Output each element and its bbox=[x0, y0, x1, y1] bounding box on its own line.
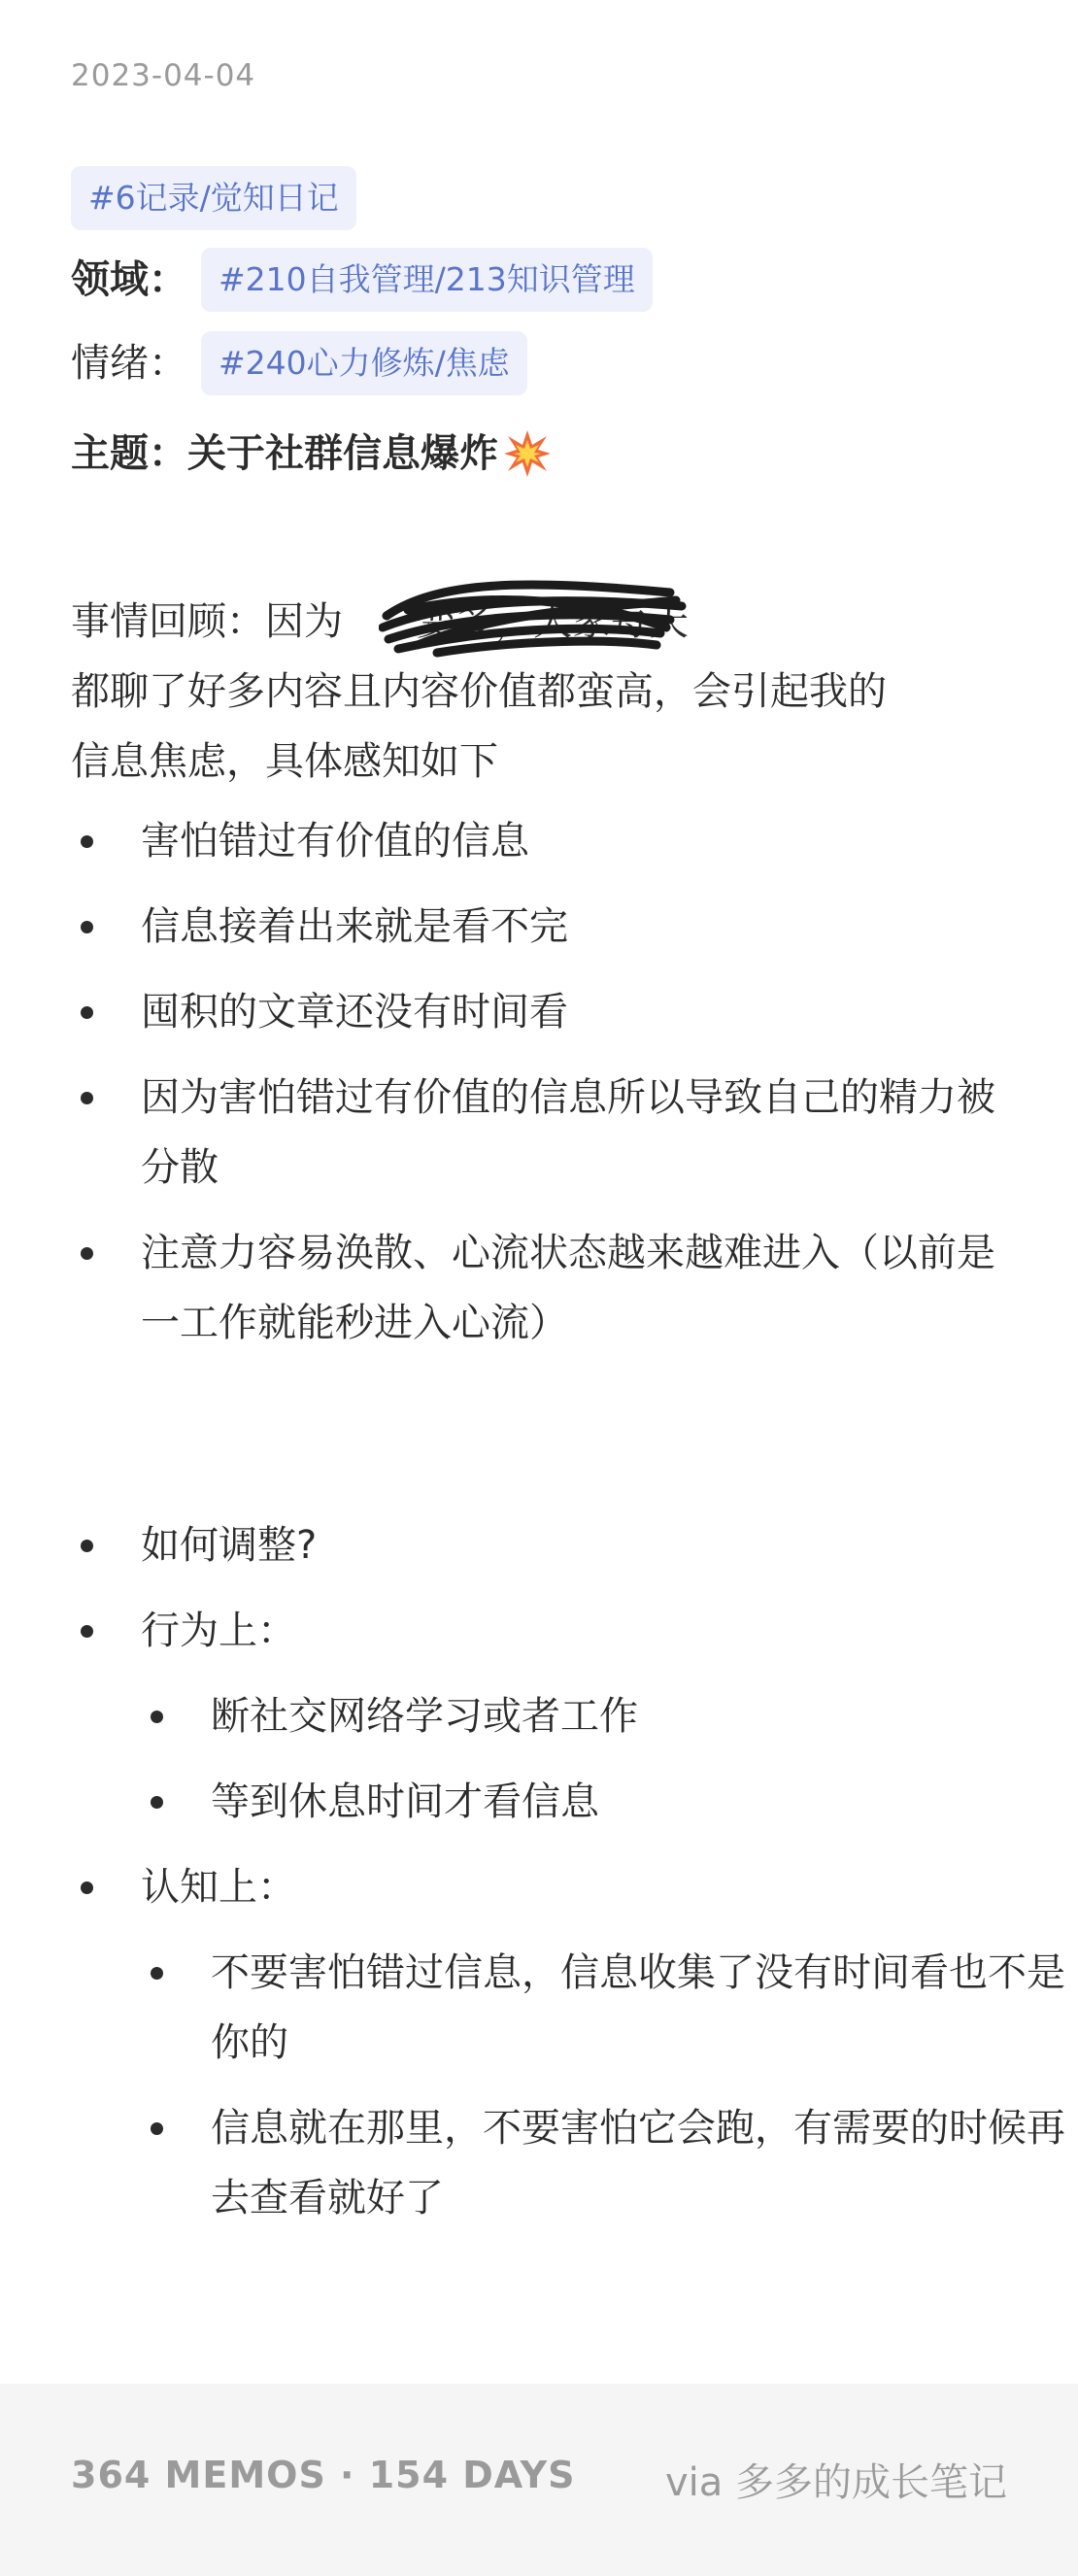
tag-row-record bbox=[71, 166, 356, 230]
review-line2: 都聊了好多内容且内容价值都蛮高，会引起我的 bbox=[71, 669, 887, 714]
list-item: 等到休息时间才看信息 bbox=[71, 1767, 1023, 1837]
feelings-list bbox=[71, 806, 1023, 1373]
memo-date: 2023-04-04 bbox=[71, 58, 256, 93]
list-item: 信息接着出来就是看不完 bbox=[71, 892, 1023, 962]
bullet-icon bbox=[151, 1711, 163, 1723]
redaction-scribble bbox=[379, 571, 690, 659]
memo-stats: 364 MEMOS · 154 DAYS bbox=[71, 2454, 576, 2496]
bullet-icon bbox=[151, 1967, 163, 1980]
bullet-icon bbox=[81, 1540, 93, 1552]
list-item: 囤积的文章还没有时间看 bbox=[71, 977, 1023, 1047]
review-line3: 信息焦虑，具体感知如下 bbox=[71, 739, 498, 784]
via-source: via 多多的成长笔记 bbox=[664, 2460, 1007, 2505]
list-item: 因为害怕错过有价值的信息所以导致自己的精力被分散 bbox=[71, 1063, 1015, 1203]
list-item: 如何调整? bbox=[71, 1510, 1023, 1580]
list-item: 行为上： bbox=[71, 1596, 1023, 1666]
subject-row bbox=[71, 422, 553, 486]
emotion-label: 情绪： bbox=[71, 341, 187, 386]
list-item: 害怕错过有价值的信息 bbox=[71, 806, 1023, 876]
emotion-row bbox=[71, 331, 527, 395]
list-item: 不要害怕错过信息，信息收集了没有时间看也不是你的 bbox=[71, 1938, 1078, 2078]
domain-row bbox=[71, 248, 653, 312]
domain-label: 领域： bbox=[71, 257, 187, 302]
bullet-icon bbox=[81, 1881, 93, 1894]
bullet-icon bbox=[81, 1625, 93, 1638]
review-line1-a: 事情回顾：因为 bbox=[71, 599, 343, 644]
list-item: 断社交网络学习或者工作 bbox=[71, 1681, 1023, 1751]
bullet-icon bbox=[81, 1006, 93, 1019]
list-item: 注意力容易涣散、心流状态越来越难进入（以前是一工作就能秒进入心流） bbox=[71, 1218, 1015, 1358]
tag-record[interactable]: #6记录/觉知日记 bbox=[71, 166, 356, 230]
bullet-icon bbox=[151, 1796, 163, 1809]
review-line1-b: 变多，大家每天 bbox=[417, 599, 689, 644]
bullet-icon bbox=[151, 2122, 163, 2135]
adjust-list bbox=[71, 1510, 1065, 2249]
subject-text: 主题：关于社群信息爆炸 bbox=[71, 431, 498, 476]
bullet-icon bbox=[81, 1247, 93, 1260]
tag-domain[interactable]: #210自我管理/213知识管理 bbox=[201, 248, 653, 312]
bullet-icon bbox=[81, 1092, 93, 1104]
memo-footer bbox=[0, 2384, 1078, 2576]
collision-icon bbox=[502, 428, 553, 479]
bullet-icon bbox=[81, 835, 93, 848]
list-item: 信息就在那里，不要害怕它会跑，有需要的时候再去查看就好了 bbox=[71, 2093, 1078, 2233]
bullet-icon bbox=[81, 921, 93, 933]
list-item: 认知上： bbox=[71, 1852, 1023, 1922]
tag-emotion[interactable]: #240心力修炼/焦虑 bbox=[201, 331, 527, 395]
